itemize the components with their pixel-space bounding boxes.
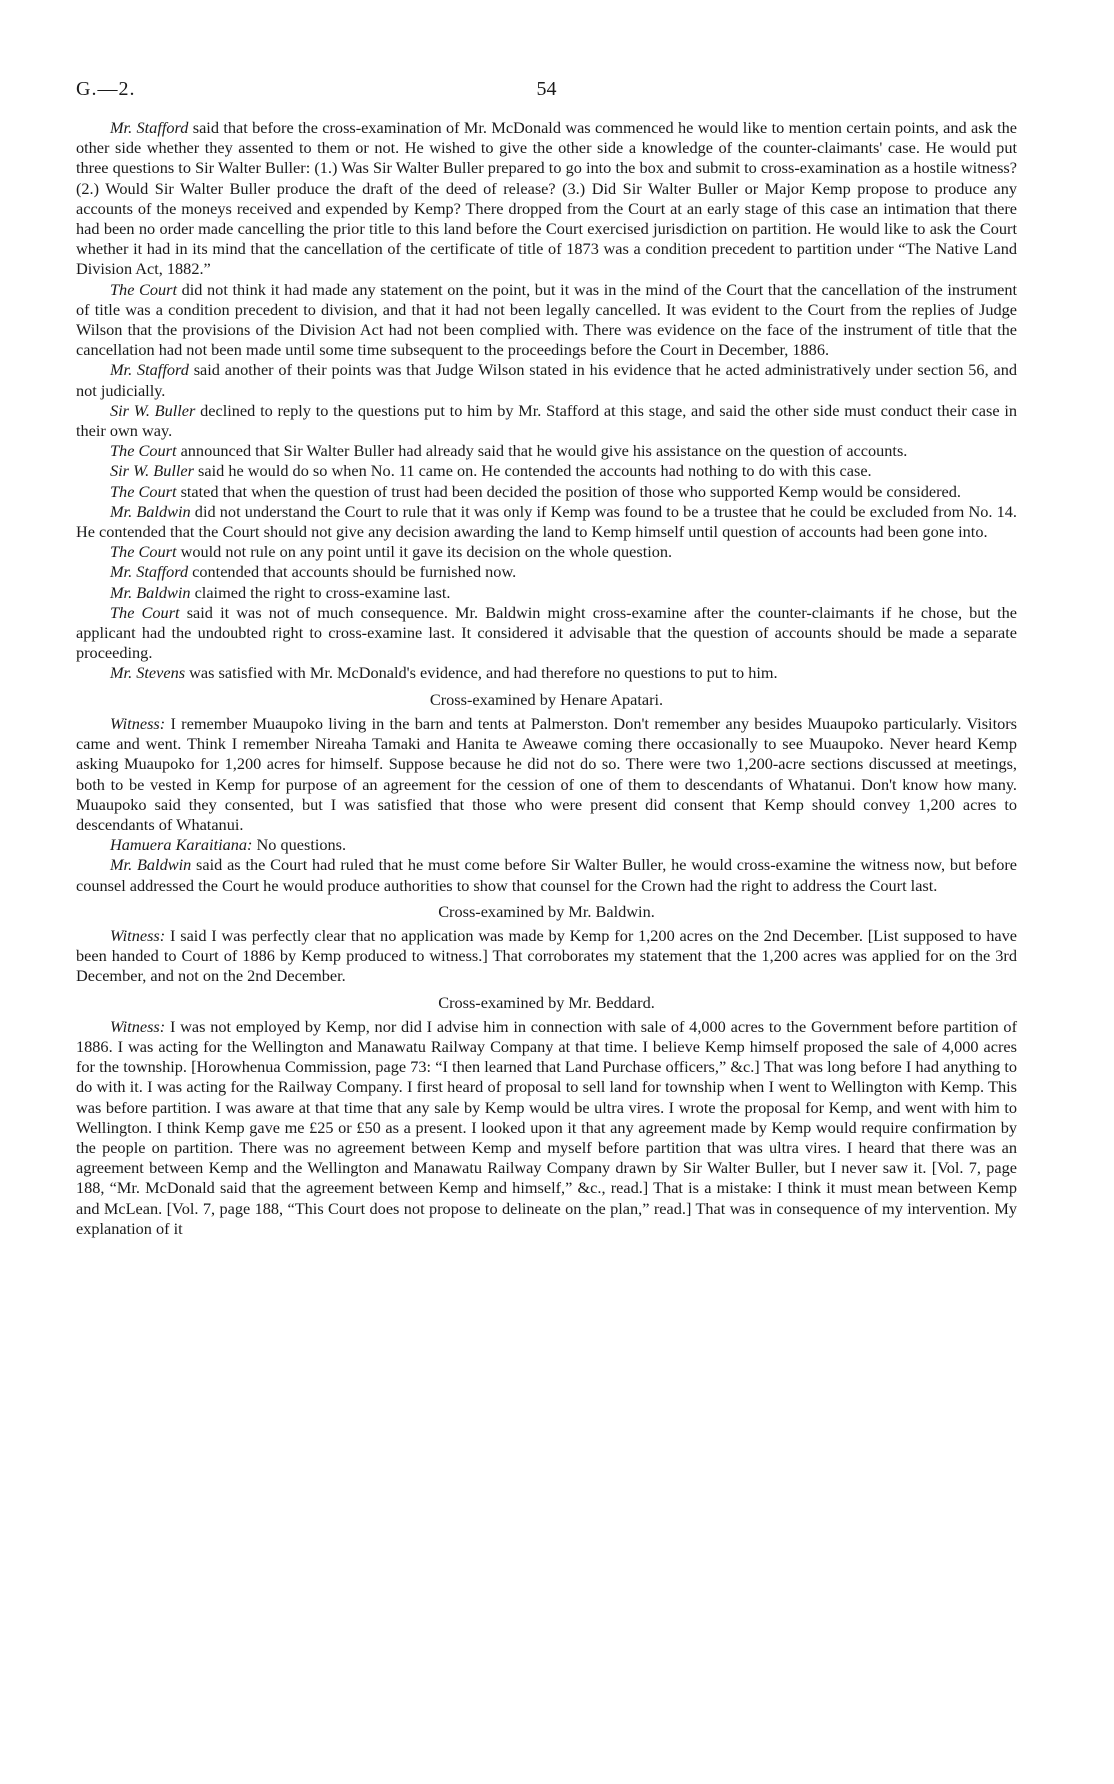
paragraph-text: was satisfied with Mr. McDonald's evidence, and had therefore no questions to put to him.: [185, 663, 778, 683]
speaker-name: Mr. Stafford: [110, 118, 189, 137]
paragraph-text: No questions.: [252, 835, 347, 855]
speaker-name: Mr. Baldwin: [110, 582, 191, 602]
speaker-name: The Court: [110, 441, 177, 461]
paragraph: [76, 118, 1017, 280]
section-heading: Cross-examined by Henare Apatari.: [429, 689, 664, 709]
speaker-name: The Court: [110, 602, 180, 622]
paragraph: [76, 603, 1017, 664]
speaker-name: The Court: [110, 481, 177, 501]
paragraph-text: I was not employed by Kemp, nor did I advise him in connection with sale of 4,000 acres to the Government before partition of 1886. I was acting for the Wellington and Manawatu Railway Company at that time. I believe Kemp himself proposed the sale of 4,000 acres for the township. [Horowhenua Commission, page 73: “I then learned that Land Purchase officers,” &c.] That was long before I had anything to do with it. I was acting for the Railway Company. I first heard of proposal to sell land for township when I went to Wellington with Kemp. This was before partition. I was aware at that time that any sale by Kemp would be ultra vires. I wrote the proposal for Kemp, and went with him to Wellington. I think Kemp gave me £25 or £50 as a present. I looked upon it that any agreement made by Kemp would require confirmation by the people on partition. There was no agreement between Kemp and myself before partition that was ultra vires. I heard that there was an agreement between Kemp and the Wellington and Manawatu Railway Company drawn by Sir Walter Buller, but I never saw it. [Vol. 7, page 188, “Mr. McDonald said that the agreement between Kemp and himself,” &c., read.] That is a mistake: I think it must mean between Kemp and McLean. [Vol. 7, page 188, “This Court does not propose to delineate on the plan,” read.] That was in consequence of my intervention. My explanation of it: [76, 1016, 1017, 1238]
paragraph-text: claimed the right to cross-examine last.: [190, 582, 451, 602]
speaker-name: Sir W. Buller: [110, 400, 196, 420]
page-header: [76, 78, 1017, 118]
paragraph-text: announced that Sir Walter Buller had already said that he would give his assistance on the question of accounts.: [176, 441, 908, 461]
paragraph: [76, 583, 1017, 603]
speaker-name: Witness:: [110, 713, 166, 733]
speaker-name: Hamuera Karaitiana:: [110, 835, 253, 855]
paragraph-text: I remember Muaupoko living in the barn and tents at Palmerston. Don't remember any besides Muaupoko particularly. Visitors came and went. Think I remember Nireaha Tamaki and Hanita te Aweawe coming there occasionally to see Muaupoko. Never heard Kemp asking Muaupoko for 1,200 acres for himself. Suppose because he did not do so. There were two 1,200-acre sections discussed at meetings, both to be vested in Kemp for purpose of an agreement for the cession of one of them to descendants of Whatanui. Don't know how many. Muaupoko said they consented, but I was satisfied that those who were present did consent that Kemp should convey 1,200 acres to descendants of Whatanui.: [76, 713, 1017, 834]
paragraph-text: stated that when the question of trust had been decided the position of those who supported Kemp would be considered.: [176, 481, 961, 501]
page-number: 54: [536, 78, 557, 100]
paragraph: [76, 926, 1017, 987]
paragraph-text: would not rule on any point until it gave its decision on the whole question.: [176, 542, 673, 562]
paragraph: [76, 441, 1017, 461]
paragraph: [76, 835, 1017, 855]
section-heading: Cross-examined by Mr. Baldwin.: [438, 901, 655, 921]
speaker-name: Mr. Stafford: [110, 562, 189, 582]
paragraph: [76, 1017, 1017, 1239]
paragraph-text: did not think it had made any statement on the point, but it was in the mind of the Court that the cancellation of the instrument of title was a condition precedent to division, and that it had not been legally cancelled. It was evident to the Court from the replies of Judge Wilson that the provisions of the Division Act had not been complied with. There was evidence on the face of the instrument of title that the cancellation had not been made until some time subsequent to the proceedings before the Court in December, 1886.: [76, 279, 1017, 360]
paragraph-text: said as the Court had ruled that he must come before Sir Walter Buller, he would cross-examine the witness now, but before counsel addressed the Court he would produce authorities to show that counsel for the Crown had the right to address the Court last.: [76, 855, 1018, 895]
paragraph: [76, 542, 1017, 562]
paragraph: [76, 360, 1017, 400]
paragraph: [76, 562, 1017, 582]
document-body: [76, 118, 1017, 1239]
speaker-name: Witness:: [110, 925, 166, 945]
series-code: G.—2.: [76, 78, 136, 100]
paragraph-text: contended that accounts should be furnished now.: [188, 562, 517, 582]
section-heading: Cross-examined by Mr. Beddard.: [438, 992, 655, 1012]
paragraph-text: said another of their points was that Judge Wilson stated in his evidence that he acted administratively under section 56, and not judicially.: [76, 360, 1017, 400]
paragraph: [76, 280, 1017, 361]
paragraph: [76, 855, 1017, 895]
paragraph: [76, 401, 1017, 441]
speaker-name: The Court: [110, 279, 178, 299]
speaker-name: Mr. Baldwin: [110, 855, 192, 875]
paragraph: [76, 663, 1017, 683]
paragraph-text: said it was not of much consequence. Mr. Baldwin might cross-examine after the counter-claimants if he chose, but the applicant had the undoubted right to cross-examine last. It considered it advisable that the question of accounts should be made a separate proceeding.: [76, 602, 1017, 663]
speaker-name: Sir W. Buller: [110, 461, 194, 481]
paragraph-text: did not understand the Court to rule that it was only if Kemp was found to be a trustee that he could be excluded from No. 14. He contended that the Court should not give any decision awarding the land to Kemp himself until question of accounts had been gone into.: [76, 501, 1017, 542]
paragraph-text: I said I was perfectly clear that no application was made by Kemp for 1,200 acres on the 2nd December. [List supposed to have been handed to Court of 1886 by Kemp produced to witness.] That corroborates my statement that the 1,200 acres was applied for on the 3rd December, and not on the 2nd December.: [76, 925, 1017, 986]
paragraph: [76, 461, 1017, 481]
paragraph-text: declined to reply to the questions put to him by Mr. Stafford at this stage, and said the other side must conduct their case in their own way.: [76, 400, 1017, 441]
speaker-name: Mr. Baldwin: [110, 501, 191, 521]
paragraph: [76, 502, 1017, 542]
speaker-name: Mr. Stafford: [110, 360, 189, 380]
paragraph: [76, 482, 1017, 502]
document-page: [76, 78, 1017, 1239]
speaker-name: Witness:: [110, 1016, 166, 1036]
speaker-name: Mr. Stevens: [110, 663, 186, 683]
paragraph-text: said that before the cross-examination of Mr. McDonald was commenced he would like to mention certain points, and ask the other side whether they assented to them or not. He wished to give the other side a knowledge of the counter-claimants' case. He would put three questions to Sir Walter Buller: (1.) Was Sir Walter Buller prepared to go into the box and submit to cross-examination as a hostile witness? (2.) Would Sir Walter Buller produce the draft of the deed of release? (3.) Did Sir Walter Buller or Major Kemp propose to produce any accounts of the moneys received and expended by Kemp? There dropped from the Court at an early stage of this case an intimation that there had been no order made cancelling the prior title to this land before the Court exercised jurisdiction on partition. He would like to ask the Court whether it had in its mind that the cancellation of the certificate of title of 1873 was a condition precedent to partition under “The Native Land Division Act, 1882.”: [76, 118, 1017, 279]
paragraph: [76, 714, 1017, 835]
paragraph-text: said he would do so when No. 11 came on. He contended the accounts had nothing to do with this case.: [193, 461, 872, 481]
speaker-name: The Court: [110, 542, 177, 562]
